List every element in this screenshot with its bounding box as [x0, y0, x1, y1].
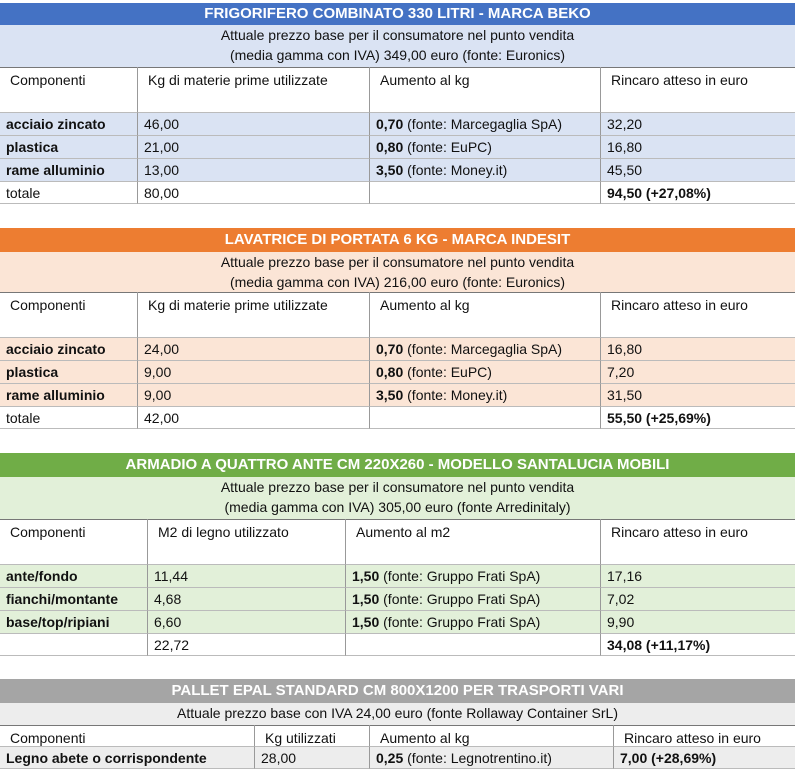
column-header: Kg di materie prime utilizzate [138, 67, 370, 113]
total-empty-cell [370, 407, 601, 429]
total-cost: 94,50 (+27,08%) [601, 182, 795, 204]
quantity-value: 46,00 [138, 113, 370, 136]
component-name: rame alluminio [0, 159, 138, 182]
component-name: rame alluminio [0, 384, 138, 407]
rise-amount: 32,20 [601, 113, 795, 136]
quantity-value: 28,00 [255, 747, 370, 769]
column-header: Componenti [0, 67, 138, 113]
quantity-value: 24,00 [138, 338, 370, 361]
total-quantity: 22,72 [148, 634, 346, 656]
section-title: FRIGORIFERO COMBINATO 330 LITRI - MARCA BEKO [0, 3, 795, 25]
quantity-value: 11,44 [148, 565, 346, 588]
increase-value: 1,50 [352, 591, 380, 607]
quantity-value: 13,00 [138, 159, 370, 182]
increase-cell [370, 136, 601, 159]
increase-source: (fonte: EuPC) [407, 139, 492, 155]
column-header: Aumento al kg [370, 725, 614, 747]
rise-amount: 31,50 [601, 384, 795, 407]
increase-cell [370, 338, 601, 361]
increase-value: 0,70 [376, 116, 404, 132]
section-title: PALLET EPAL STANDARD CM 800X1200 PER TRASPORTI VARI [0, 679, 795, 703]
increase-source: (fonte: Gruppo Frati SpA) [383, 568, 541, 584]
increase-value: 0,80 [376, 139, 404, 155]
component-name: plastica [0, 136, 138, 159]
column-header: Aumento al kg [370, 292, 601, 338]
increase-cell [370, 159, 601, 182]
section-subtitle [0, 703, 795, 726]
rise-amount: 9,90 [601, 611, 795, 634]
increase-value: 0,70 [376, 341, 404, 357]
subtitle-line: Attuale prezzo base per il consumatore nel punto vendita [220, 479, 575, 495]
component-name: plastica [0, 361, 138, 384]
component-name: Legno abete o corrispondente [0, 747, 255, 769]
quantity-value: 21,00 [138, 136, 370, 159]
rise-amount: 17,16 [601, 565, 795, 588]
total-empty-cell [370, 182, 601, 204]
total-quantity: 42,00 [138, 407, 370, 429]
increase-source: (fonte: Money.it) [407, 387, 508, 403]
increase-source: (fonte: EuPC) [407, 364, 492, 380]
rise-amount: 16,80 [601, 136, 795, 159]
increase-source: (fonte: Marcegaglia SpA) [407, 116, 562, 132]
increase-value: 3,50 [376, 387, 404, 403]
increase-cell [370, 113, 601, 136]
quantity-value: 9,00 [138, 361, 370, 384]
column-header: Kg di materie prime utilizzate [138, 292, 370, 338]
increase-cell [346, 565, 601, 588]
total-label [0, 634, 148, 656]
total-empty-cell [346, 634, 601, 656]
section-subtitle [0, 25, 795, 68]
increase-cell [346, 588, 601, 611]
increase-value: 3,50 [376, 162, 404, 178]
increase-source: (fonte: Gruppo Frati SpA) [383, 614, 541, 630]
column-header: M2 di legno utilizzato [148, 519, 346, 565]
subtitle-line: (media gamma con IVA) 216,00 euro (fonte: Euronics) [229, 274, 566, 290]
total-cost: 34,08 (+11,17%) [601, 634, 795, 656]
increase-source: (fonte: Money.it) [407, 162, 508, 178]
component-name: acciaio zincato [0, 338, 138, 361]
increase-cell [346, 611, 601, 634]
column-header: Rincaro atteso in euro [601, 519, 795, 565]
rise-amount: 7,02 [601, 588, 795, 611]
subtitle-line: Attuale prezzo base per il consumatore nel punto vendita [220, 254, 575, 270]
section-title: ARMADIO A QUATTRO ANTE CM 220X260 - MODELLO SANTALUCIA MOBILI [0, 453, 795, 477]
component-name: fianchi/montante [0, 588, 148, 611]
column-header: Aumento al m2 [346, 519, 601, 565]
component-name: ante/fondo [0, 565, 148, 588]
column-header: Aumento al kg [370, 67, 601, 113]
section-subtitle [0, 252, 795, 293]
quantity-value: 9,00 [138, 384, 370, 407]
rise-amount: 7,00 (+28,69%) [614, 747, 795, 769]
total-quantity: 80,00 [138, 182, 370, 204]
increase-value: 0,25 [376, 750, 404, 766]
component-name: acciaio zincato [0, 113, 138, 136]
total-label: totale [0, 182, 138, 204]
column-header: Rincaro atteso in euro [601, 292, 795, 338]
increase-source: (fonte: Gruppo Frati SpA) [383, 591, 541, 607]
increase-source: (fonte: Legnotrentino.it) [407, 750, 552, 766]
column-header: Componenti [0, 292, 138, 338]
total-label: totale [0, 407, 138, 429]
increase-value: 1,50 [352, 614, 380, 630]
increase-cell [370, 747, 614, 769]
subtitle-line: Attuale prezzo base per il consumatore nel punto vendita [220, 27, 575, 43]
quantity-value: 6,60 [148, 611, 346, 634]
total-cost: 55,50 (+25,69%) [601, 407, 795, 429]
subtitle-line: Attuale prezzo base con IVA 24,00 euro (fonte Rollaway Container SrL) [177, 705, 618, 721]
increase-value: 0,80 [376, 364, 404, 380]
rise-amount: 45,50 [601, 159, 795, 182]
component-name: base/top/ripiani [0, 611, 148, 634]
rise-amount: 7,20 [601, 361, 795, 384]
column-header: Kg utilizzati [255, 725, 370, 747]
increase-cell [370, 384, 601, 407]
subtitle-line: (media gamma con IVA) 349,00 euro (fonte: Euronics) [229, 47, 566, 63]
column-header: Componenti [0, 725, 255, 747]
column-header: Rincaro atteso in euro [614, 725, 795, 747]
increase-value: 1,50 [352, 568, 380, 584]
section-subtitle [0, 477, 795, 520]
rise-amount: 16,80 [601, 338, 795, 361]
subtitle-line: (media gamma con IVA) 305,00 euro (fonte Arredinitaly) [224, 499, 571, 515]
column-header: Rincaro atteso in euro [601, 67, 795, 113]
increase-source: (fonte: Marcegaglia SpA) [407, 341, 562, 357]
quantity-value: 4,68 [148, 588, 346, 611]
increase-cell [370, 361, 601, 384]
section-title: LAVATRICE DI PORTATA 6 KG - MARCA INDESIT [0, 228, 795, 252]
column-header: Componenti [0, 519, 148, 565]
